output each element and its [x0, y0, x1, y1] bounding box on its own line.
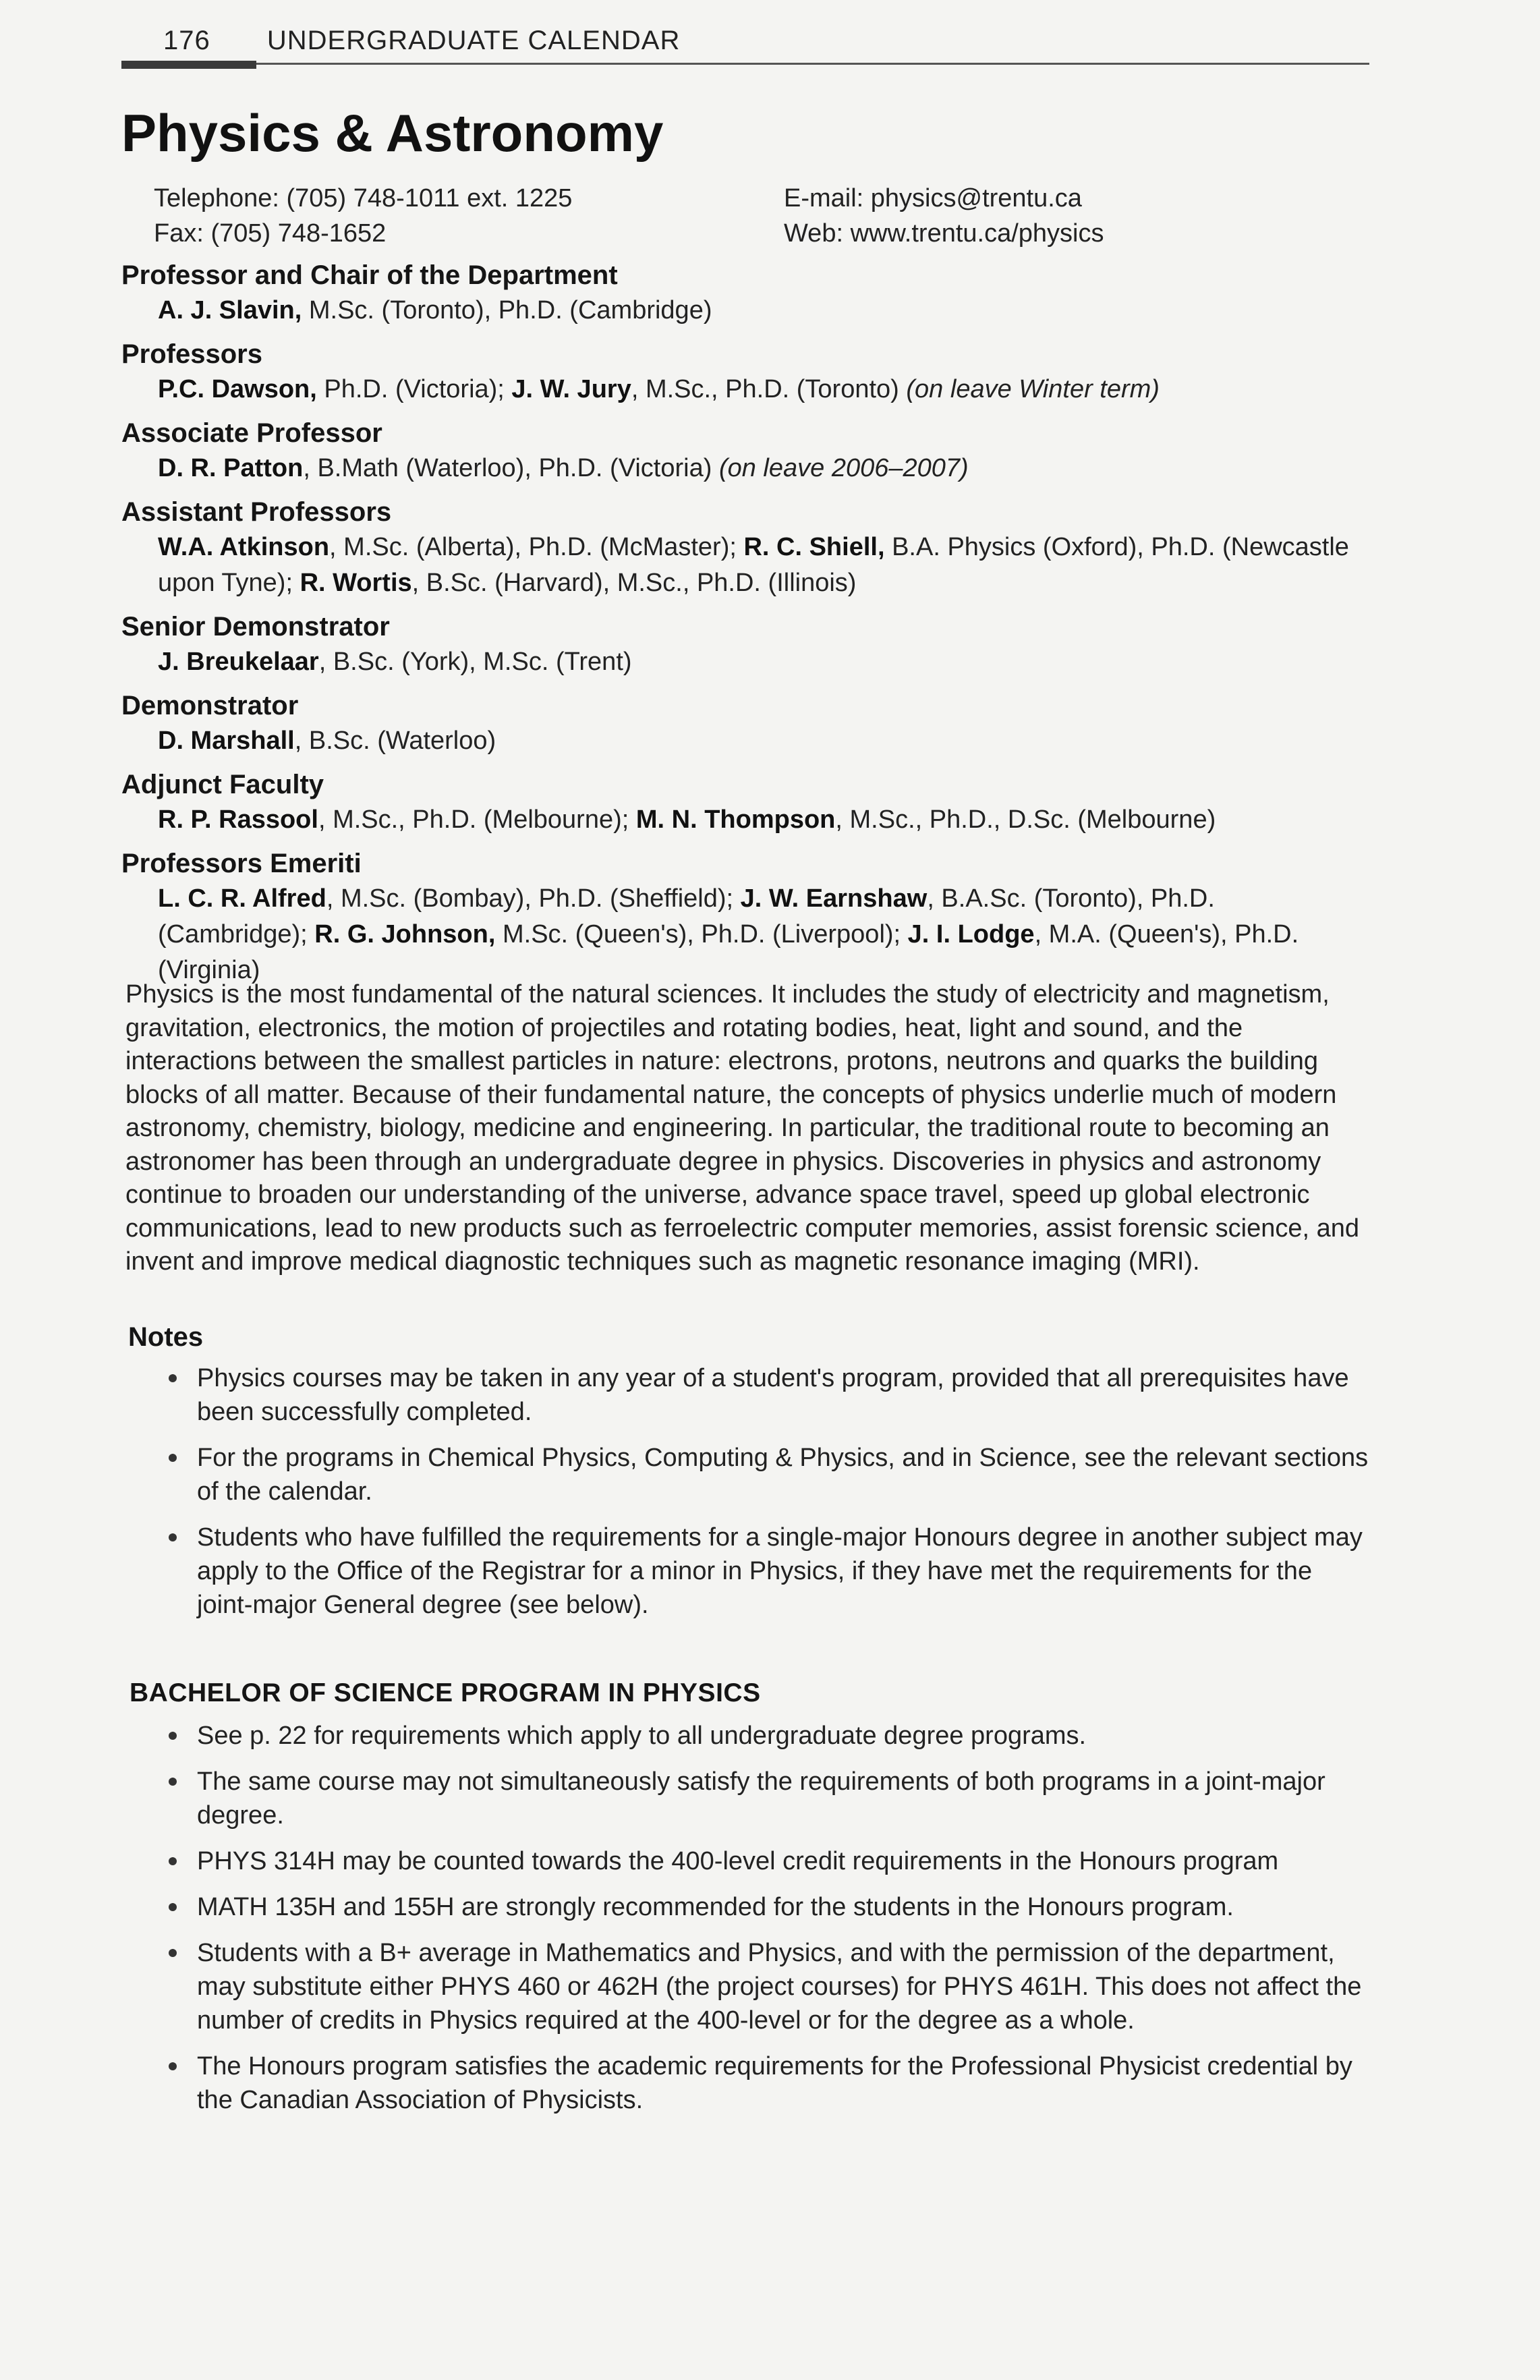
faculty-name: J. W. Earnshaw [740, 884, 928, 913]
professors-heading: Professors [121, 339, 262, 369]
faculty-credentials: M.Sc. (Toronto), Ph.D. (Cambridge) [302, 296, 712, 324]
faculty-credentials: , B.A.Sc. (Toronto), Ph.D. (Cambridge); [158, 884, 1215, 948]
chair-heading: Professor and Chair of the Department [121, 260, 618, 290]
list-item: For the programs in Chemical Physics, Computing & Physics, and in Science, see the relevant sections of the calendar. [197, 1441, 1371, 1508]
faculty-name: R. Wortis [300, 569, 412, 597]
header-rule-accent [121, 61, 256, 69]
faculty-name: R. P. Rassool [158, 805, 318, 834]
faculty-name: L. C. R. Alfred [158, 884, 326, 913]
faculty-credentials: , M.Sc. (Alberta), Ph.D. (McMaster); [329, 533, 744, 561]
faculty-name: J. I. Lodge [907, 920, 1035, 948]
demonstrator-heading: Demonstrator [121, 691, 299, 720]
faculty-credentials: , B.Sc. (Harvard), M.Sc., Ph.D. (Illinois) [411, 569, 857, 597]
faculty-credentials: , B.Sc. (Waterloo) [294, 727, 496, 755]
associate-heading: Associate Professor [121, 418, 382, 448]
intro-paragraph: Physics is the most fundamental of the natural sciences. It includes the study of electricity and magnetism, gravitation, electronics, the motion of projectiles and rotating bodies, heat, light and sound, and the interactions between the smallest particles in nature: electrons, protons, neutrons and quarks the building blocks of all matter. Because of their fundamental nature, the concepts of physics underlie much of modern astronomy, chemistry, biology, medicine and engineering. In particular, the traditional route to becoming an astronomer has been through an undergraduate degree in physics. Discoveries in physics and astronomy continue to broaden our understanding of the universe, advance space travel, speed up global electronic communications, lead to new products such as ferroelectric computer memories, assist forensic science, and invent and improve medical diagnostic techniques such as magnetic resonance imaging (MRI). [125, 980, 1360, 1276]
professors-entry [158, 372, 1369, 407]
notes-list [197, 1361, 1371, 1634]
adjunct-heading: Adjunct Faculty [121, 770, 324, 799]
faculty-credentials: , M.Sc. (Bombay), Ph.D. (Sheffield); [326, 884, 741, 913]
list-item: Students who have fulfilled the requirements for a single-major Honours degree in another subject may apply to the Office of the Registrar for a minor in Physics, if they have met the requirements for the joint-major General degree (see below). [197, 1521, 1371, 1622]
email: E-mail: physics@trentu.ca [784, 184, 1082, 213]
emeriti-heading: Professors Emeriti [121, 849, 362, 878]
website: Web: www.trentu.ca/physics [784, 219, 1104, 248]
faculty-name: J. Breukelaar [158, 648, 319, 676]
bsc-requirements-list [197, 1719, 1371, 2129]
bsc-program-heading: BACHELOR OF SCIENCE PROGRAM IN PHYSICS [130, 1678, 761, 1707]
faculty-name: J. W. Jury [511, 375, 631, 403]
faculty-credentials: B.A. Physics (Oxford), Ph.D. (Newcastle upon Tyne); [158, 533, 1349, 597]
faculty-name: D. Marshall [158, 727, 295, 755]
contact-phone-block [154, 181, 572, 251]
department-title: Physics & Astronomy [121, 103, 664, 163]
leave-note: (on leave 2006–2007) [718, 454, 969, 482]
faculty-credentials: , M.Sc., Ph.D. (Melbourne); [318, 805, 636, 834]
faculty-credentials: M.Sc. (Queen's), Ph.D. (Liverpool); [495, 920, 908, 948]
telephone: Telephone: (705) 748-1011 ext. 1225 [154, 184, 573, 213]
faculty-credentials: , B.Sc. (York), M.Sc. (Trent) [318, 648, 632, 676]
faculty-name: M. N. Thompson [635, 805, 836, 834]
list-item: The same course may not simultaneously satisfy the requirements of both programs in a joint-major degree. [197, 1765, 1371, 1832]
running-header [163, 26, 680, 56]
list-item: Physics courses may be taken in any year of a student's program, provided that all prerequisites have been successfully completed. [197, 1361, 1371, 1429]
faculty-credentials: , M.A. (Queen's), Ph.D. (Virginia) [158, 920, 1299, 984]
faculty-name: R. G. Johnson, [314, 920, 496, 948]
list-item: The Honours program satisfies the academic requirements for the Professional Physicist credential by the Canadian Association of Physicists. [197, 2049, 1371, 2117]
running-title: UNDERGRADUATE CALENDAR [266, 26, 681, 55]
senior-demonstrator-heading: Senior Demonstrator [121, 612, 390, 642]
header-rule [121, 63, 1369, 65]
faculty-credentials: , M.Sc., Ph.D., D.Sc. (Melbourne) [835, 805, 1216, 834]
senior-demonstrator-entry [158, 644, 1369, 680]
faculty-credentials: , M.Sc., Ph.D. (Toronto) [631, 375, 907, 403]
faculty-name: R. C. Shiell, [743, 533, 885, 561]
list-item: Students with a B+ average in Mathematics and Physics, and with the permission of the department, may substitute either PHYS 460 or 462H (the project courses) for PHYS 461H. This does not affect the number of credits in Physics required at the 400-level or for the degree as a whole. [197, 1936, 1371, 2037]
list-item: PHYS 314H may be counted towards the 400-level credit requirements in the Honours program [197, 1844, 1371, 1878]
fax: Fax: (705) 748-1652 [154, 219, 387, 248]
faculty-name: W.A. Atkinson [158, 533, 330, 561]
page-number: 176 [163, 26, 210, 55]
faculty-name: D. R. Patton [158, 454, 304, 482]
assistant-entry [158, 530, 1369, 601]
assistant-heading: Assistant Professors [121, 497, 392, 527]
associate-entry [158, 451, 1369, 486]
leave-note: (on leave Winter term) [906, 375, 1160, 403]
demonstrator-entry [158, 723, 1369, 759]
list-item: MATH 135H and 155H are strongly recommended for the students in the Honours program. [197, 1890, 1371, 1924]
adjunct-entry [158, 802, 1369, 838]
faculty-credentials: , B.Math (Waterloo), Ph.D. (Victoria) [303, 454, 719, 482]
faculty-list [121, 258, 1369, 996]
chair-entry [158, 293, 1369, 329]
list-item: See p. 22 for requirements which apply to all undergraduate degree programs. [197, 1719, 1371, 1753]
notes-heading: Notes [128, 1322, 204, 1352]
emeriti-entry [158, 881, 1369, 988]
faculty-credentials: Ph.D. (Victoria); [316, 375, 512, 403]
contact-online-block [784, 181, 1104, 251]
faculty-name: A. J. Slavin, [158, 296, 302, 324]
faculty-name: P.C. Dawson, [158, 375, 317, 403]
